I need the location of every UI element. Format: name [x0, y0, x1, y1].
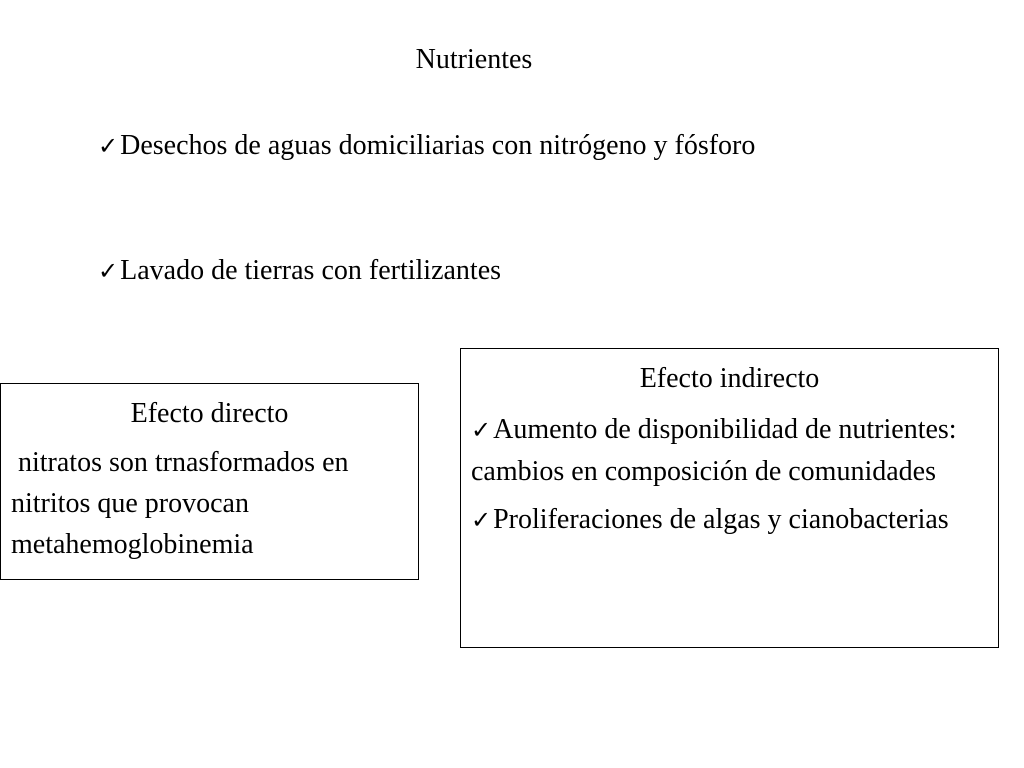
indirect-effect-item-algae — [471, 499, 988, 541]
indirect-effect-box — [460, 348, 999, 648]
indirect-effect-heading: Efecto indirecto — [639, 363, 820, 394]
direct-effect-text: nitratos son trnasformados en nitritos que provocan metahemoglobinemia — [11, 447, 356, 560]
checkmark-icon: ✓ — [98, 257, 119, 285]
slide-title: Nutrientes — [415, 44, 533, 75]
checkmark-icon: ✓ — [471, 416, 492, 444]
indirect-effect-item-text: Aumento de disponibilidad de nutrientes: cambios en composición de comunidades — [471, 414, 957, 487]
indirect-effect-item-nutrients — [471, 409, 988, 493]
bullet-text: Lavado de tierras con fertilizantes — [120, 255, 502, 286]
bullet-item-fertilizer-runoff — [98, 254, 501, 288]
direct-effect-heading: Efecto directo — [130, 398, 289, 429]
direct-effect-box — [0, 383, 419, 580]
bullet-text: Desechos de aguas domiciliarias con nitrógeno y fósforo — [120, 130, 756, 161]
checkmark-icon: ✓ — [98, 132, 119, 160]
indirect-effect-item-text: Proliferaciones de algas y cianobacterias — [493, 504, 949, 535]
bullet-item-domestic-waste — [98, 129, 755, 163]
checkmark-icon: ✓ — [471, 506, 492, 534]
